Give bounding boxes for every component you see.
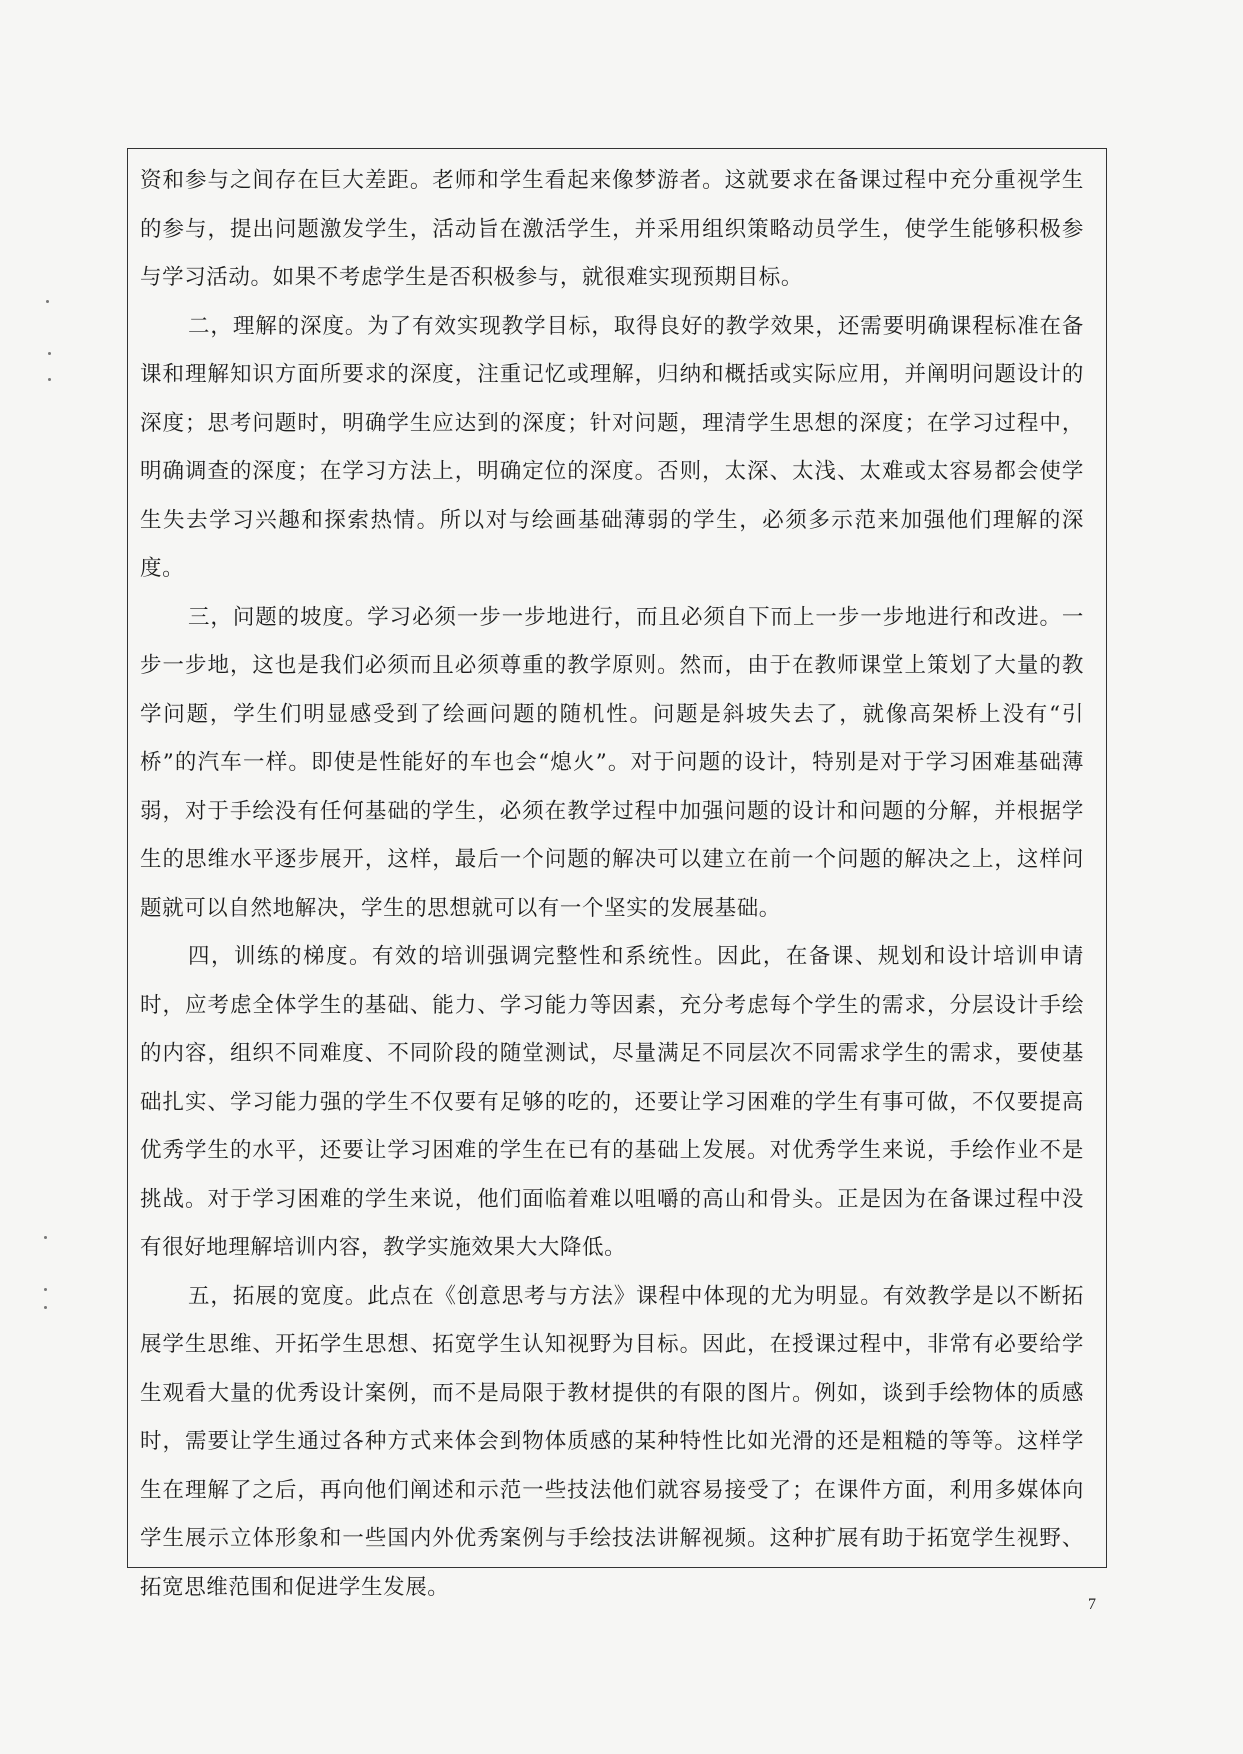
scan-speck (48, 378, 51, 381)
paragraph-depth-of-understanding: 二，理解的深度。为了有效实现教学目标，取得良好的教学效果，还需要明确课程标准在备课和理解知识方面所要求的深度，注重记忆或理解，归纳和概括或实际应用，并阐明问题设计的深度；思考问题时，明确学生应达到的深度；针对问题，理清学生思想的深度；在学习过程中，明确调查的深度；在学习方法上，明确定位的深度。否则，太深、太浅、太难或太容易都会使学生失去学习兴趣和探索热情。所以对与绘画基础薄弱的学生，必须多示范来加强他们理解的深度。 (140, 313, 1084, 581)
scan-speck (44, 1288, 47, 1291)
scan-speck (46, 300, 49, 303)
page-number: 7 (1088, 1596, 1096, 1613)
content-frame (127, 148, 1107, 1600)
scan-speck (44, 1306, 47, 1309)
paragraph-continued: 资和参与之间存在巨大差距。老师和学生看起来像梦游者。这就要求在备课过程中充分重视学生的参与，提出问题激发学生，活动旨在激活学生，并采用组织策略动员学生，使学生能够积极参与学习活动。如果不考虑学生是否积极参与，就很难实现预期目标。 (140, 168, 1084, 290)
paragraph-expansion-width: 五，拓展的宽度。此点在《创意思考与方法》课程中体现的尤为明显。有效教学是以不断拓展学生思维、开拓学生思想、拓宽学生认知视野为目标。因此，在授课过程中，非常有必要给学生观看大量的优秀设计案例，而不是局限于教材提供的有限的图片。例如，谈到手绘物体的质感时，需要让学生通过各种方式来体会到物体质感的某种特性比如光滑的还是粗糙的等等。这样学生在理解了之后，再向他们阐述和示范一些技法他们就容易接受了；在课件方面，利用多媒体向学生展示立体形象和一些国内外优秀案例与手绘技法讲解视频。这种扩展有助于拓宽学生视野、拓宽思维范围和促进学生发展。 (140, 1283, 1084, 1600)
scan-speck (44, 1236, 47, 1239)
paragraph-training-gradient: 四，训练的梯度。有效的培训强调完整性和系统性。因此，在备课、规划和设计培训申请时，应考虑全体学生的基础、能力、学习能力等因素，充分考虑每个学生的需求，分层设计手绘的内容，组织不同难度、不同阶段的随堂测试，尽量满足不同层次不同需求学生的需求，要使基础扎实、学习能力强的学生不仅要有足够的吃的，还要让学习困难的学生有事可做，不仅要提高优秀学生的水平，还要让学习困难的学生在已有的基础上发展。对优秀学生来说，手绘作业不是挑战。对于学习困难的学生来说，他们面临着难以咀嚼的高山和骨头。正是因为在备课过程中没有很好地理解培训内容，教学实施效果大大降低。 (140, 944, 1084, 1260)
scan-speck (48, 352, 51, 355)
paragraph-slope-of-problems: 三，问题的坡度。学习必须一步一步地进行，而且必须自下而上一步一步地进行和改进。一步一步地，这也是我们必须而且必须尊重的教学原则。然而，由于在教师课堂上策划了大量的教学问题，学生们明显感受到了绘画问题的随机性。问题是斜坡失去了，就像高架桥上没有“引桥”的汽车一样。即使是性能好的车也会“熄火”。对于问题的设计，特别是对于学习困难基础薄弱，对于手绘没有任何基础的学生，必须在教学过程中加强问题的设计和问题的分解，并根据学生的思维水平逐步展开，这样，最后一个问题的解决可以建立在前一个问题的解决之上，这样问题就可以自然地解决，学生的思想就可以有一个坚实的发展基础。 (140, 604, 1084, 921)
